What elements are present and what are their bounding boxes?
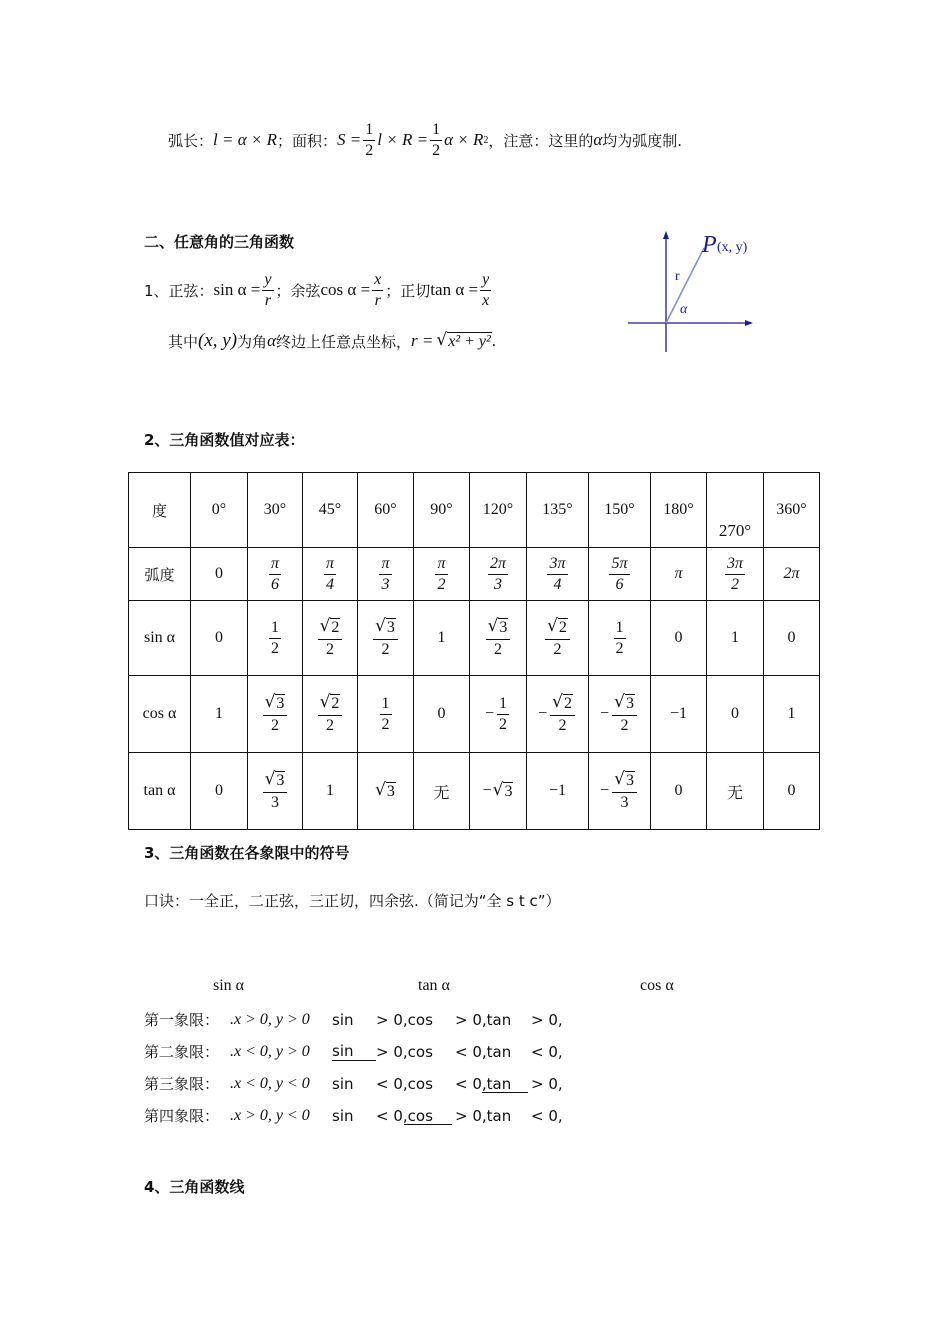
quadrant-cond: .x < 0, y < 0 bbox=[230, 1074, 310, 1092]
row-label: tan α bbox=[129, 753, 191, 830]
col-head-cos: cos α bbox=[640, 977, 674, 994]
table-cell: √ 2 2 bbox=[527, 601, 589, 676]
cos-fraction: $\frac{x}{r}$ bbox=[374, 270, 382, 309]
table-cell: 1 bbox=[707, 601, 764, 676]
point-P-label: P bbox=[702, 232, 717, 258]
quadrant-s2: > 0,tan bbox=[455, 1010, 512, 1029]
table-cell: √ 3 2 bbox=[470, 601, 527, 676]
section-heading-trig-lines: 4、三角函数线 bbox=[144, 1178, 245, 1196]
quadrant-cond: .x > 0, y > 0 bbox=[230, 1010, 310, 1028]
table-cell: 1 bbox=[303, 753, 358, 830]
col-head-sin: sin α bbox=[213, 977, 245, 994]
l-times-R: l × R = bbox=[377, 130, 429, 149]
quadrant-sin: sin bbox=[332, 1074, 354, 1093]
table-cell: 60° bbox=[358, 473, 414, 548]
table-cell: $\frac{\pi}{3}$ bbox=[358, 548, 414, 601]
table-cell: √ 3 2 bbox=[358, 601, 414, 676]
table-cell: 0 bbox=[764, 753, 820, 830]
quadrant-row bbox=[144, 1041, 571, 1062]
table-cell: 0 bbox=[707, 676, 764, 753]
table-cell: √ 2 2 bbox=[303, 601, 358, 676]
table-cell: √ 3 3 bbox=[248, 753, 303, 830]
table-cell: − $\frac{1}{2}$ bbox=[470, 676, 527, 753]
table-cell: $\frac{3\pi}{2}$ bbox=[707, 548, 764, 601]
section-heading-trig-table: 2、三角函数值对应表： bbox=[144, 431, 305, 449]
quadrant-s1: > 0,cos bbox=[376, 1042, 433, 1061]
table-cell: 120° bbox=[470, 473, 527, 548]
quadrant-s3: > 0, bbox=[531, 1074, 563, 1093]
table-cell: − √ 2 2 bbox=[527, 676, 589, 753]
quadrant-s1: < 0,cos bbox=[376, 1074, 433, 1093]
half-fraction-2: $\frac{1}{2}$ bbox=[432, 120, 441, 159]
r-eq: r = bbox=[411, 331, 434, 350]
period: . bbox=[491, 331, 497, 350]
table-cell: 无 bbox=[414, 753, 470, 830]
table-cell: 1 bbox=[414, 601, 470, 676]
section-heading-quadrant-signs: 3、三角函数在各象限中的符号 bbox=[144, 844, 350, 862]
table-cell: 0 bbox=[191, 548, 248, 601]
sin-fraction: $\frac{y}{r}$ bbox=[264, 270, 272, 309]
table-cell: 135° bbox=[527, 473, 589, 548]
table-cell: 1 bbox=[191, 676, 248, 753]
table-cell: $\frac{1}{2}$ bbox=[358, 676, 414, 753]
quadrant-s2: > 0,tan bbox=[455, 1106, 512, 1125]
table-cell: 0 bbox=[191, 753, 248, 830]
table-cell: 0 bbox=[764, 601, 820, 676]
where-mid-2: 终边上任意点坐标， bbox=[276, 332, 412, 351]
sine-label: 1、正弦： bbox=[144, 281, 214, 300]
table-cell: $\frac{1}{2}$ bbox=[248, 601, 303, 676]
unit-angle-diagram bbox=[622, 228, 762, 358]
table-cell: 2π bbox=[764, 548, 820, 601]
table-cell: 150° bbox=[589, 473, 651, 548]
table-cell: $\frac{3\pi}{4}$ bbox=[527, 548, 589, 601]
table-cell: π bbox=[651, 548, 707, 601]
row-label: 度 bbox=[129, 473, 191, 548]
quadrant-s1: > 0,cos bbox=[376, 1010, 433, 1029]
where-prefix: 其中 bbox=[168, 332, 199, 351]
x-axis-arrow bbox=[745, 320, 753, 326]
quadrant-label: 第三象限： bbox=[144, 1075, 220, 1093]
quadrant-label: 第二象限： bbox=[144, 1043, 220, 1061]
table-cell: $\frac{\pi}{6}$ bbox=[248, 548, 303, 601]
alpha-times-R: α × R bbox=[444, 130, 484, 149]
table-row bbox=[129, 601, 820, 676]
quadrant-s3: < 0, bbox=[531, 1106, 563, 1125]
table-row bbox=[129, 473, 820, 548]
table-cell: − √ 3 3 bbox=[589, 753, 651, 830]
table-cell: $\frac{5\pi}{6}$ bbox=[589, 548, 651, 601]
area-S: S = bbox=[337, 130, 362, 149]
quadrant-cond: .x < 0, y > 0 bbox=[230, 1042, 310, 1060]
quadrant-label: 第四象限： bbox=[144, 1107, 220, 1125]
table-cell: √ 3 2 bbox=[248, 676, 303, 753]
table-cell: 1 bbox=[764, 676, 820, 753]
table-cell: 0 bbox=[191, 601, 248, 676]
section-heading-trig-any-angle: 二、任意角的三角函数 bbox=[144, 233, 295, 251]
note-alpha: α bbox=[593, 130, 603, 149]
trig-definitions bbox=[144, 268, 493, 312]
point-coords: (x, y) bbox=[198, 330, 238, 351]
quadrant-sin: sin bbox=[332, 1010, 354, 1029]
arc-length-label: 弧长： bbox=[168, 131, 214, 150]
quadrant-s1: < 0,cos bbox=[376, 1106, 433, 1125]
table-cell: $\frac{\pi}{2}$ bbox=[414, 548, 470, 601]
tan-fraction: $\frac{y}{x}$ bbox=[482, 270, 490, 309]
ray-r-label: r bbox=[675, 269, 680, 284]
table-cell: 0 bbox=[414, 676, 470, 753]
note-text: ，注意：这里的 bbox=[488, 131, 594, 150]
point-P-coords: (x, y) bbox=[717, 240, 748, 255]
quadrant-s2: < 0,tan bbox=[455, 1042, 512, 1061]
table-cell: 0 bbox=[651, 753, 707, 830]
point-definition bbox=[168, 325, 496, 357]
row-label: sin α bbox=[129, 601, 191, 676]
blank-underline bbox=[482, 1092, 528, 1093]
cos-eq: cos α = bbox=[320, 280, 371, 299]
r-radical: √ x² + y² bbox=[436, 329, 491, 350]
row-label: cos α bbox=[129, 676, 191, 753]
table-cell: 0 bbox=[651, 601, 707, 676]
col-head-tan: tan α bbox=[418, 977, 450, 994]
sin-eq: sin α = bbox=[213, 280, 261, 299]
table-cell: 90° bbox=[414, 473, 470, 548]
tan-eq: tan α = bbox=[430, 280, 479, 299]
table-row bbox=[129, 753, 820, 830]
quadrant-sin: sin bbox=[332, 1042, 376, 1061]
where-alpha: α bbox=[267, 331, 276, 350]
table-row bbox=[129, 548, 820, 601]
table-cell: − √ 3 2 bbox=[589, 676, 651, 753]
quadrant-s3: < 0, bbox=[531, 1042, 563, 1061]
angle-alpha-label: α bbox=[680, 302, 688, 317]
table-cell: 无 bbox=[707, 753, 764, 830]
quadrant-row bbox=[144, 1073, 571, 1094]
table-cell: √ 2 2 bbox=[303, 676, 358, 753]
table-cell: √ 3 bbox=[358, 753, 414, 830]
quadrant-sin: sin bbox=[332, 1106, 354, 1125]
table-cell: $\frac{\pi}{4}$ bbox=[303, 548, 358, 601]
cosine-label: ；余弦 bbox=[275, 281, 321, 300]
arc-length-eq: l = α × R bbox=[213, 130, 277, 149]
arc-length-formula bbox=[168, 118, 682, 162]
row-label: 弧度 bbox=[129, 548, 191, 601]
where-mid: 为角 bbox=[237, 332, 268, 351]
table-cell: $\frac{2\pi}{3}$ bbox=[470, 548, 527, 601]
table-cell: 360° bbox=[764, 473, 820, 548]
quadrant-row bbox=[144, 1009, 571, 1030]
area-label: ；面积： bbox=[277, 131, 338, 150]
table-cell: 30° bbox=[248, 473, 303, 548]
table-cell: 270° bbox=[707, 473, 764, 548]
table-cell: 180° bbox=[651, 473, 707, 548]
table-cell: −1 bbox=[527, 753, 589, 830]
quadrant-label: 第一象限： bbox=[144, 1011, 220, 1029]
trig-value-table bbox=[128, 472, 820, 830]
note-text-2: 均为弧度制. bbox=[602, 131, 683, 150]
table-cell: 45° bbox=[303, 473, 358, 548]
table-cell: $\frac{1}{2}$ bbox=[589, 601, 651, 676]
square-sup: 2 bbox=[483, 134, 489, 146]
half-fraction-1: $\frac{1}{2}$ bbox=[365, 120, 374, 159]
table-row bbox=[129, 676, 820, 753]
blank-underline bbox=[404, 1124, 452, 1125]
quadrant-s2: < 0,tan bbox=[455, 1074, 512, 1093]
quadrant-cond: .x > 0, y < 0 bbox=[230, 1106, 310, 1124]
tangent-label: ；正切 bbox=[385, 281, 431, 300]
table-cell: 0° bbox=[191, 473, 248, 548]
table-cell: −1 bbox=[651, 676, 707, 753]
table-cell: − √ 3 bbox=[470, 753, 527, 830]
y-axis-arrow bbox=[663, 231, 669, 239]
mnemonic-text: 口诀：一全正，二正弦，三正切，四余弦.（简记为“全 s t c”） bbox=[144, 892, 561, 910]
quadrant-row bbox=[144, 1105, 571, 1126]
quadrant-s3: > 0, bbox=[531, 1010, 563, 1029]
